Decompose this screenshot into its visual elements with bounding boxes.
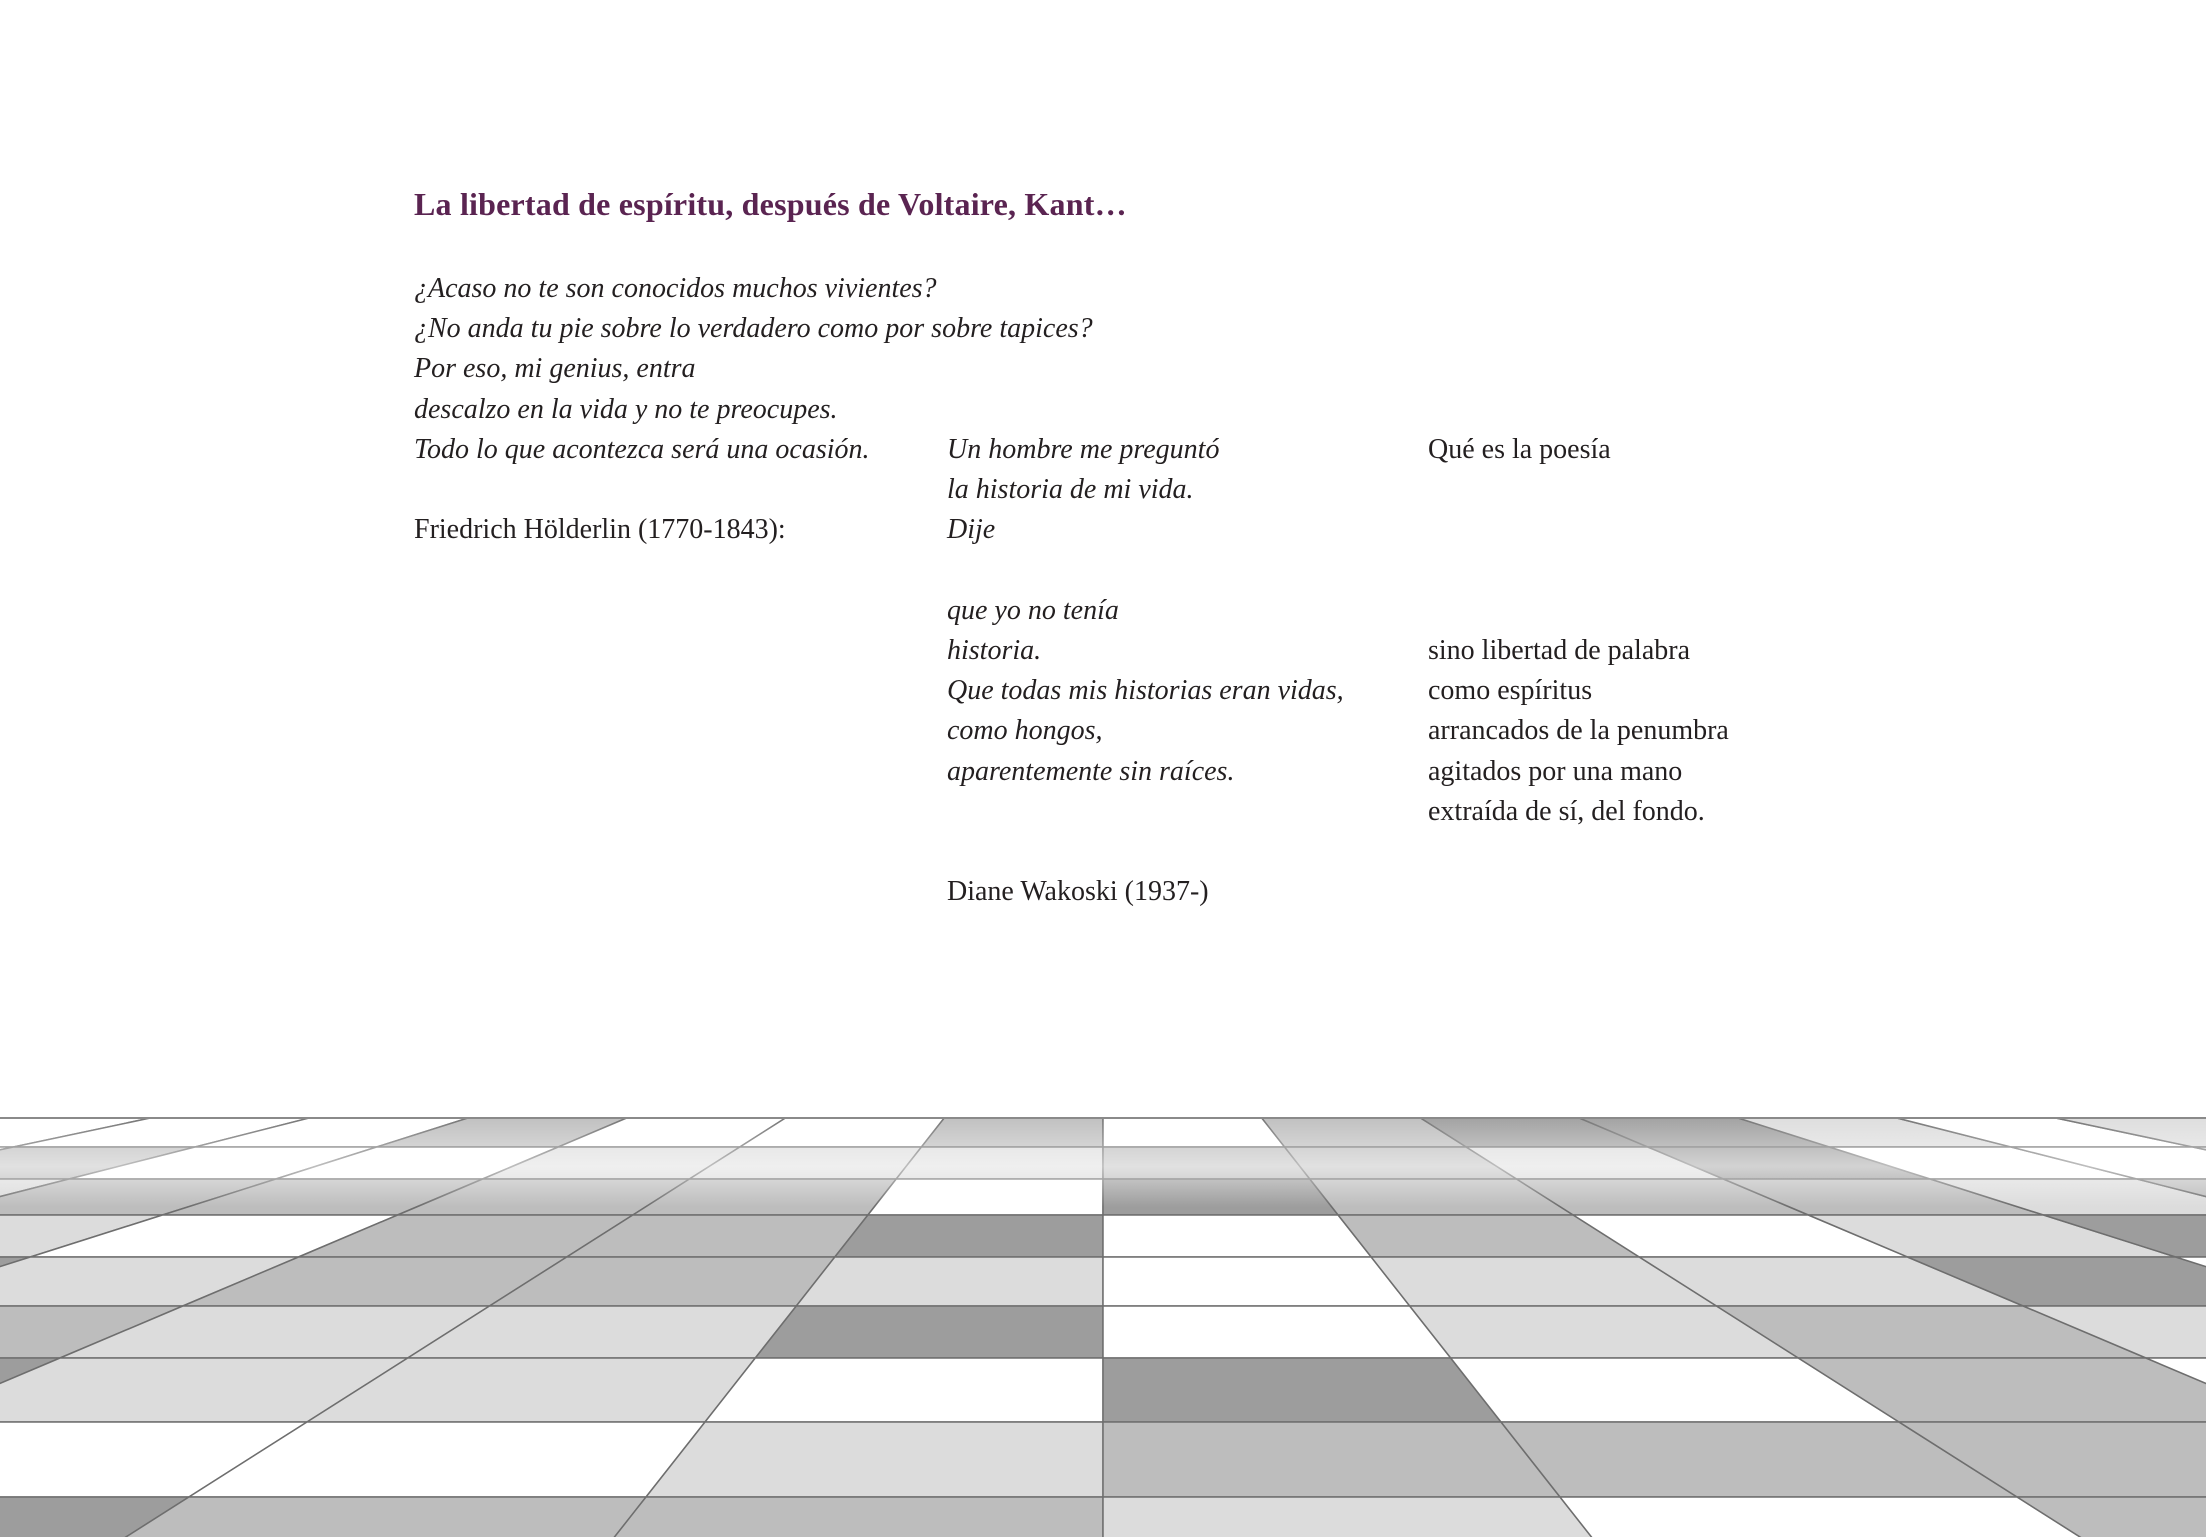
poem-line: Que todas mis historias eran vidas, xyxy=(947,675,1344,707)
floor-tile xyxy=(1103,1215,1371,1257)
poem-line: que yo no tenía xyxy=(947,594,1119,626)
floor-tile xyxy=(1103,1358,1501,1422)
floor-tile xyxy=(705,1358,1103,1422)
poem-wakoski xyxy=(947,430,1344,912)
checkered-floor-illustration xyxy=(0,1117,2206,1537)
poem-line: arrancados de la penumbra xyxy=(1428,715,1729,747)
spacer xyxy=(1428,591,1729,631)
floor-tile xyxy=(835,1215,1103,1257)
poem-line: como hongos, xyxy=(947,715,1103,747)
page-title: La libertad de espíritu, después de Voltaire, Kant… xyxy=(414,186,1127,222)
poem-line xyxy=(947,551,1344,591)
poem-line: Dije xyxy=(947,514,996,546)
poem-line: historia. xyxy=(947,634,1042,666)
floor-tile xyxy=(1103,1257,1410,1306)
poem-line: Un hombre me preguntó xyxy=(947,434,1220,465)
poem-line: ¿No anda tu pie sobre lo verdadero como por sobre tapices? xyxy=(414,313,1093,345)
floor-tile xyxy=(1103,1306,1451,1358)
poem-line: Por eso, mi genius, entra xyxy=(414,353,696,385)
poem-line: Todo lo que acontezca será una ocasión. xyxy=(414,433,870,465)
floor-tile xyxy=(1103,1422,1560,1497)
poem-author: Friedrich Hölderlin (1770-1843): xyxy=(414,514,786,546)
spacer xyxy=(1428,551,1729,591)
poem-line: descalzo en la vida y no te preocupes. xyxy=(414,393,838,425)
spacer xyxy=(1428,510,1729,550)
poem-line: como espíritus xyxy=(1428,675,1593,707)
spacer xyxy=(1428,470,1729,510)
poem-line: extraída de sí, del fondo. xyxy=(1428,795,1705,827)
spacer xyxy=(947,832,1344,872)
poem-line: ¿Acaso no te son conocidos muchos vivientes? xyxy=(414,273,937,304)
floor-tile xyxy=(1103,1497,1623,1537)
floor-tile xyxy=(755,1306,1103,1358)
poem-line: sino libertad de palabra xyxy=(1428,634,1691,666)
poem-line: aparentemente sin raíces. xyxy=(947,755,1235,787)
poem-heading: Qué es la poesía xyxy=(1428,434,1611,465)
floor-tile xyxy=(796,1257,1103,1306)
poem-author: Diane Wakoski (1937-) xyxy=(947,876,1209,908)
horizon-fade xyxy=(0,1117,2206,1207)
poem-line: la historia de mi vida. xyxy=(947,474,1194,506)
poem-line: agitados por una mano xyxy=(1428,755,1683,787)
poem-poesia xyxy=(1428,430,1729,832)
floor-tile xyxy=(583,1497,1103,1537)
floor-tile xyxy=(646,1422,1103,1497)
spacer xyxy=(947,792,1344,832)
